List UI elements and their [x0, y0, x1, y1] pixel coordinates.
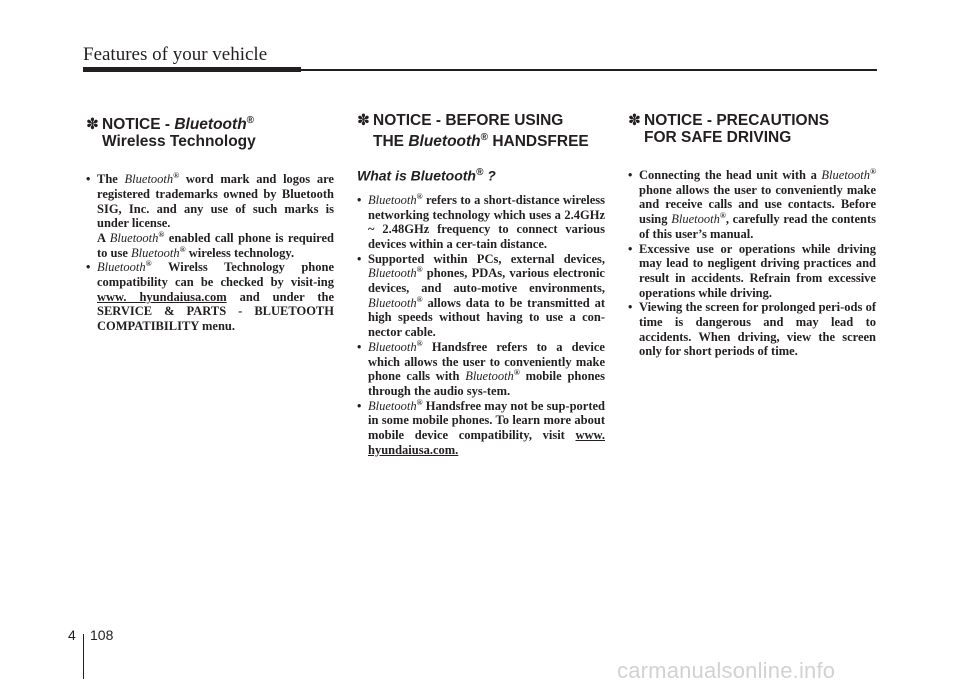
list-item: • Bluetooth® Wirelss Technology phone compatibility can be checked by visit-ing www. hyundaiusa.com and under the SERVICE & PARTS - BLUETOOTH COMPATIBILITY menu.	[86, 260, 334, 334]
notice-bullet-list	[86, 172, 334, 334]
list-item: • Bluetooth® Handsfree may not be sup-ported in some mobile phones. To learn more about mobile device compatibility, visit www. hyundaiusa.com.	[357, 399, 605, 458]
notice-column-bluetooth-wireless	[86, 112, 334, 334]
footer-rule	[83, 634, 84, 679]
notice-star-icon: ✽	[628, 112, 641, 129]
list-item: • Viewing the screen for prolonged peri-ods of time is dangerous and may lead to accidents. When driving, view the screen only for short periods of time.	[628, 300, 876, 359]
notice-star-icon: ✽	[357, 112, 370, 129]
header-rule-thick	[83, 67, 301, 72]
notice-heading: ✽ NOTICE - PRECAUTIONS FOR SAFE DRIVING	[628, 112, 830, 146]
list-item: • The Bluetooth® word mark and logos are registered trademarks owned by Bluetooth SIG, Inc. and any use of such marks is under license. A Bluetooth® enabled call phone is required to use Bluetooth® wireless technology.	[86, 172, 334, 260]
notice-heading: ✽ NOTICE - Bluetooth® Wireless Technology	[86, 115, 256, 151]
notice-column-precautions	[628, 112, 876, 359]
list-item: • Supported within PCs, external devices, Bluetooth® phones, PDAs, various electronic devices, and auto-motive environments, Bluetooth® allows data to be transmitted at high speeds without having to use a con-nector cable.	[357, 252, 605, 340]
list-item: • Bluetooth® Handsfree refers to a device which allows the user to conveniently make phone calls with Bluetooth® mobile phones through the audio sys-tem.	[357, 340, 605, 399]
header-rule-thin	[301, 69, 877, 71]
hyundai-website-link[interactable]: www. hyundaiusa.com	[97, 289, 227, 304]
notice-heading: ✽ NOTICE - BEFORE USING THE Bluetooth® HANDSFREE	[357, 112, 589, 151]
chapter-number: 4	[68, 627, 76, 643]
list-item: • Excessive use or operations while driving may lead to negligent driving practices and result in accidents. Refrain from excessive operations while driving.	[628, 242, 876, 301]
notice-star-icon: ✽	[86, 116, 99, 134]
page-header-title: Features of your vehicle	[83, 44, 268, 65]
watermark: carmanualsonline.info	[617, 658, 836, 683]
page-number: 108	[90, 627, 114, 643]
what-is-bluetooth-subheading: What is Bluetooth® ?	[357, 167, 496, 184]
notice-bullet-list	[357, 193, 605, 458]
notice-column-before-using	[357, 112, 605, 457]
hyundai-website-link[interactable]: www. hyundaiusa.com.	[368, 428, 605, 457]
list-item: • Bluetooth® refers to a short-distance wireless networking technology which uses a 2.4GHz ~ 2.48GHz frequency to connect various devices within a cer-tain distance.	[357, 193, 605, 252]
notice-bullet-list	[628, 168, 876, 359]
list-item: • Connecting the head unit with a Bluetooth® phone allows the user to conveniently make and receive calls and use contacts. Before using Bluetooth®, carefully read the contents of this user’s manual.	[628, 168, 876, 242]
